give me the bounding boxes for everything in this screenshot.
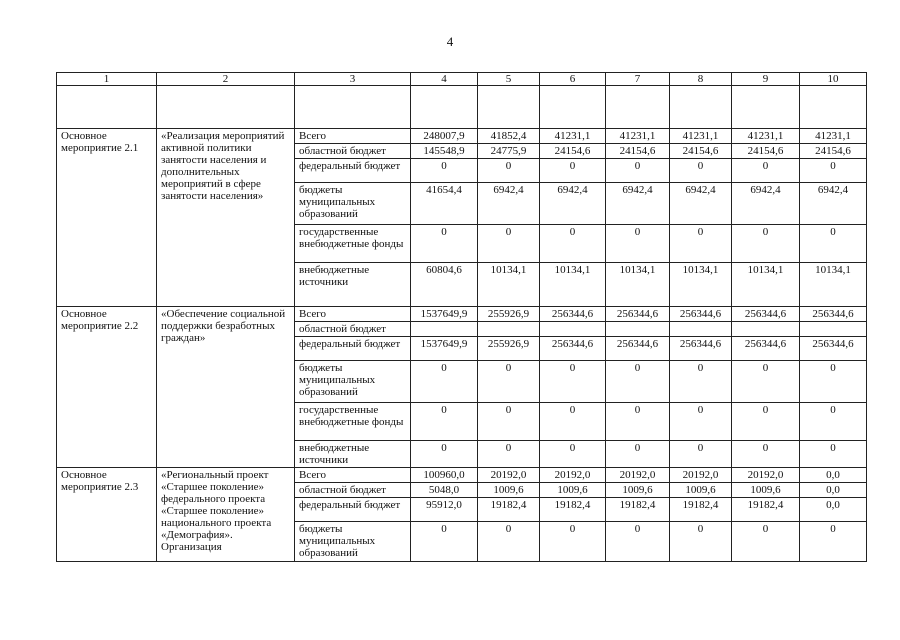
amount-cell: 0 bbox=[800, 159, 867, 183]
amount-cell: 0 bbox=[670, 361, 732, 403]
amount-cell bbox=[732, 322, 800, 337]
amount-cell: 255926,9 bbox=[478, 337, 540, 361]
table-row bbox=[57, 468, 867, 483]
amount-cell: 24775,9 bbox=[478, 144, 540, 159]
amount-cell: 256344,6 bbox=[800, 337, 867, 361]
amount-cell: 0 bbox=[732, 225, 800, 263]
amount-cell: 0 bbox=[478, 361, 540, 403]
amount-cell: 41852,4 bbox=[478, 129, 540, 144]
funding-source-cell: федеральный бюджет bbox=[295, 337, 411, 361]
amount-cell: 0 bbox=[478, 225, 540, 263]
amount-cell: 0 bbox=[670, 159, 732, 183]
amount-cell bbox=[800, 322, 867, 337]
amount-cell: 0 bbox=[478, 403, 540, 441]
funding-source-cell: государственные внебюджетные фонды bbox=[295, 403, 411, 441]
col-header: 5 bbox=[478, 73, 540, 86]
column-number-header bbox=[57, 73, 867, 86]
amount-cell: 100960,0 bbox=[411, 468, 478, 483]
amount-cell: 0,0 bbox=[800, 468, 867, 483]
amount-cell: 10134,1 bbox=[732, 263, 800, 307]
budget-table bbox=[56, 72, 867, 562]
amount-cell: 24154,6 bbox=[732, 144, 800, 159]
col-header: 10 bbox=[800, 73, 867, 86]
col-header: 9 bbox=[732, 73, 800, 86]
amount-cell: 0 bbox=[670, 225, 732, 263]
amount-cell: 0 bbox=[411, 441, 478, 468]
amount-cell: 0 bbox=[800, 225, 867, 263]
amount-cell: 0 bbox=[732, 159, 800, 183]
amount-cell: 0 bbox=[800, 522, 867, 562]
funding-source-cell: внебюджетные источники bbox=[295, 263, 411, 307]
amount-cell: 0 bbox=[606, 225, 670, 263]
amount-cell: 1009,6 bbox=[670, 483, 732, 498]
amount-cell: 6942,4 bbox=[670, 183, 732, 225]
funding-source-cell: областной бюджет bbox=[295, 483, 411, 498]
col-header: 2 bbox=[157, 73, 295, 86]
amount-cell: 19182,4 bbox=[478, 498, 540, 522]
amount-cell: 24154,6 bbox=[800, 144, 867, 159]
page-number: 4 bbox=[446, 34, 454, 49]
amount-cell: 0 bbox=[540, 441, 606, 468]
blank-row bbox=[57, 86, 867, 129]
amount-cell: 0 bbox=[800, 403, 867, 441]
amount-cell: 0 bbox=[800, 361, 867, 403]
amount-cell: 10134,1 bbox=[800, 263, 867, 307]
amount-cell: 0 bbox=[478, 159, 540, 183]
amount-cell: 0 bbox=[670, 403, 732, 441]
amount-cell: 0,0 bbox=[800, 483, 867, 498]
amount-cell: 1009,6 bbox=[478, 483, 540, 498]
amount-cell: 1009,6 bbox=[606, 483, 670, 498]
amount-cell: 0 bbox=[606, 361, 670, 403]
amount-cell: 6942,4 bbox=[732, 183, 800, 225]
amount-cell: 256344,6 bbox=[670, 337, 732, 361]
amount-cell: 256344,6 bbox=[800, 307, 867, 322]
amount-cell: 19182,4 bbox=[670, 498, 732, 522]
amount-cell: 0 bbox=[540, 225, 606, 263]
event-cell: Основное мероприятие 2.2 bbox=[57, 307, 157, 468]
amount-cell bbox=[606, 322, 670, 337]
amount-cell: 256344,6 bbox=[732, 337, 800, 361]
funding-source-cell: федеральный бюджет bbox=[295, 159, 411, 183]
amount-cell: 0 bbox=[670, 441, 732, 468]
amount-cell: 1537649,9 bbox=[411, 307, 478, 322]
amount-cell: 1009,6 bbox=[540, 483, 606, 498]
amount-cell: 0 bbox=[540, 403, 606, 441]
amount-cell: 41654,4 bbox=[411, 183, 478, 225]
amount-cell: 41231,1 bbox=[606, 129, 670, 144]
col-header: 7 bbox=[606, 73, 670, 86]
amount-cell: 0 bbox=[411, 361, 478, 403]
funding-source-cell: бюджеты муниципальных образований bbox=[295, 361, 411, 403]
amount-cell: 0 bbox=[411, 403, 478, 441]
amount-cell: 0 bbox=[732, 522, 800, 562]
event-name-cell: «Обеспечение социальной поддержки безработных граждан» bbox=[157, 307, 295, 468]
funding-source-cell: внебюджетные источники bbox=[295, 441, 411, 468]
amount-cell bbox=[411, 322, 478, 337]
amount-cell: 6942,4 bbox=[606, 183, 670, 225]
amount-cell: 0 bbox=[540, 361, 606, 403]
amount-cell bbox=[540, 322, 606, 337]
amount-cell: 256344,6 bbox=[540, 337, 606, 361]
amount-cell: 0 bbox=[732, 361, 800, 403]
amount-cell: 0 bbox=[540, 159, 606, 183]
amount-cell bbox=[478, 322, 540, 337]
amount-cell: 0 bbox=[732, 403, 800, 441]
amount-cell: 0,0 bbox=[800, 498, 867, 522]
amount-cell: 19182,4 bbox=[732, 498, 800, 522]
table-row bbox=[57, 307, 867, 322]
amount-cell: 0 bbox=[606, 403, 670, 441]
amount-cell: 20192,0 bbox=[478, 468, 540, 483]
funding-source-cell: бюджеты муниципальных образований bbox=[295, 522, 411, 562]
amount-cell: 24154,6 bbox=[606, 144, 670, 159]
amount-cell: 256344,6 bbox=[670, 307, 732, 322]
amount-cell: 24154,6 bbox=[670, 144, 732, 159]
amount-cell: 0 bbox=[732, 441, 800, 468]
event-name-cell: «Реализация мероприятий активной политики занятости населения и дополнительных мероприятий в сфере занятости населения» bbox=[157, 129, 295, 307]
amount-cell: 0 bbox=[606, 522, 670, 562]
table-row bbox=[57, 129, 867, 144]
amount-cell: 19182,4 bbox=[540, 498, 606, 522]
amount-cell: 20192,0 bbox=[606, 468, 670, 483]
event-cell: Основное мероприятие 2.1 bbox=[57, 129, 157, 307]
funding-source-cell: Всего bbox=[295, 307, 411, 322]
amount-cell: 95912,0 bbox=[411, 498, 478, 522]
amount-cell: 0 bbox=[411, 159, 478, 183]
amount-cell: 1537649,9 bbox=[411, 337, 478, 361]
amount-cell: 5048,0 bbox=[411, 483, 478, 498]
amount-cell: 0 bbox=[540, 522, 606, 562]
amount-cell: 0 bbox=[411, 522, 478, 562]
col-header: 1 bbox=[57, 73, 157, 86]
amount-cell: 0 bbox=[670, 522, 732, 562]
funding-source-cell: федеральный бюджет bbox=[295, 498, 411, 522]
amount-cell: 20192,0 bbox=[732, 468, 800, 483]
amount-cell: 0 bbox=[606, 159, 670, 183]
event-cell: Основное мероприятие 2.3 bbox=[57, 468, 157, 562]
amount-cell: 60804,6 bbox=[411, 263, 478, 307]
amount-cell: 10134,1 bbox=[540, 263, 606, 307]
col-header: 3 bbox=[295, 73, 411, 86]
amount-cell: 41231,1 bbox=[540, 129, 606, 144]
amount-cell: 20192,0 bbox=[670, 468, 732, 483]
amount-cell: 0 bbox=[478, 441, 540, 468]
amount-cell: 6942,4 bbox=[800, 183, 867, 225]
amount-cell: 41231,1 bbox=[732, 129, 800, 144]
amount-cell: 10134,1 bbox=[670, 263, 732, 307]
amount-cell bbox=[670, 322, 732, 337]
funding-source-cell: Всего bbox=[295, 468, 411, 483]
amount-cell: 41231,1 bbox=[800, 129, 867, 144]
amount-cell: 0 bbox=[411, 225, 478, 263]
amount-cell: 256344,6 bbox=[606, 337, 670, 361]
amount-cell: 0 bbox=[800, 441, 867, 468]
amount-cell: 248007,9 bbox=[411, 129, 478, 144]
amount-cell: 20192,0 bbox=[540, 468, 606, 483]
funding-source-cell: областной бюджет bbox=[295, 144, 411, 159]
amount-cell: 256344,6 bbox=[540, 307, 606, 322]
amount-cell: 6942,4 bbox=[540, 183, 606, 225]
funding-source-cell: бюджеты муниципальных образований bbox=[295, 183, 411, 225]
amount-cell: 1009,6 bbox=[732, 483, 800, 498]
amount-cell: 6942,4 bbox=[478, 183, 540, 225]
amount-cell: 0 bbox=[478, 522, 540, 562]
amount-cell: 10134,1 bbox=[606, 263, 670, 307]
amount-cell: 10134,1 bbox=[478, 263, 540, 307]
amount-cell: 145548,9 bbox=[411, 144, 478, 159]
amount-cell: 41231,1 bbox=[670, 129, 732, 144]
event-name-cell: «Региональный проект «Старшее поколение» федерального проекта «Старшее поколение» национального проекта «Демография». Организация bbox=[157, 468, 295, 562]
amount-cell: 0 bbox=[606, 441, 670, 468]
funding-source-cell: Всего bbox=[295, 129, 411, 144]
amount-cell: 24154,6 bbox=[540, 144, 606, 159]
amount-cell: 19182,4 bbox=[606, 498, 670, 522]
col-header: 8 bbox=[670, 73, 732, 86]
funding-source-cell: областной бюджет bbox=[295, 322, 411, 337]
amount-cell: 255926,9 bbox=[478, 307, 540, 322]
amount-cell: 256344,6 bbox=[732, 307, 800, 322]
amount-cell: 256344,6 bbox=[606, 307, 670, 322]
funding-source-cell: государственные внебюджетные фонды bbox=[295, 225, 411, 263]
col-header: 4 bbox=[411, 73, 478, 86]
col-header: 6 bbox=[540, 73, 606, 86]
